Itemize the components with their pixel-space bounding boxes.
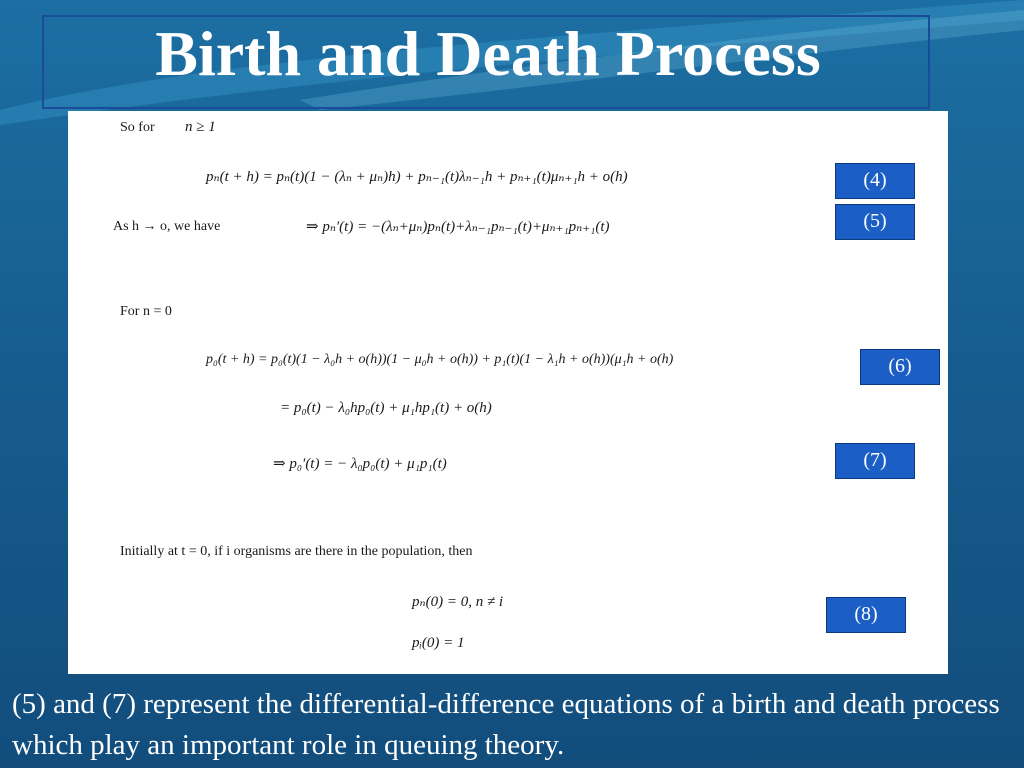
equation-7: ⇒ p₀′(t) = − λ₀p₀(t) + μ₁p₁(t) [273, 456, 447, 472]
equation-5: ⇒ pₙ′(t) = −(λₙ+μₙ)pₙ(t)+λₙ₋₁pₙ₋₁(t)+μₙ₊₁pₙ₊₁(t) [306, 219, 610, 235]
n-condition: n ≥ 1 [185, 119, 216, 135]
equation-6a: p₀(t + h) = p₀(t)(1 − λ₀h + o(h))(1 − μ₀h + o(h)) + p₁(t)(1 − λ₁h + o(h))(μ₁h + o(h) [206, 352, 674, 367]
slide-title: Birth and Death Process [155, 18, 821, 89]
equation-6b: = p₀(t) − λ₀hp₀(t) + μ₁hp₁(t) + o(h) [280, 400, 492, 416]
equation-8a: pₙ(0) = 0, n ≠ i [412, 594, 504, 610]
equation-label-6: (6) [860, 349, 940, 385]
as-h-label: As h → o, we have [113, 219, 221, 234]
slide-caption: (5) and (7) represent the differential-difference equations of a birth and death process which play an important role in queuing theory. [12, 688, 1000, 761]
for-n0-label: For n = 0 [120, 304, 172, 319]
equation-label-7: (7) [835, 443, 915, 479]
equation-4: pₙ(t + h) = pₙ(t)(1 − (λₙ + μₙ)h) + pₙ₋₁(t)λₙ₋₁h + pₙ₊₁(t)μₙ₊₁h + o(h) [206, 169, 628, 185]
equation-label-8: (8) [826, 597, 906, 633]
equation-panel [68, 111, 948, 674]
so-for-label: So for [120, 120, 155, 135]
equation-label-4: (4) [835, 163, 915, 199]
equation-8b: pᵢ(0) = 1 [412, 635, 465, 651]
initial-condition-text: Initially at t = 0, if i organisms are there in the population, then [120, 544, 473, 559]
equation-label-5: (5) [835, 204, 915, 240]
